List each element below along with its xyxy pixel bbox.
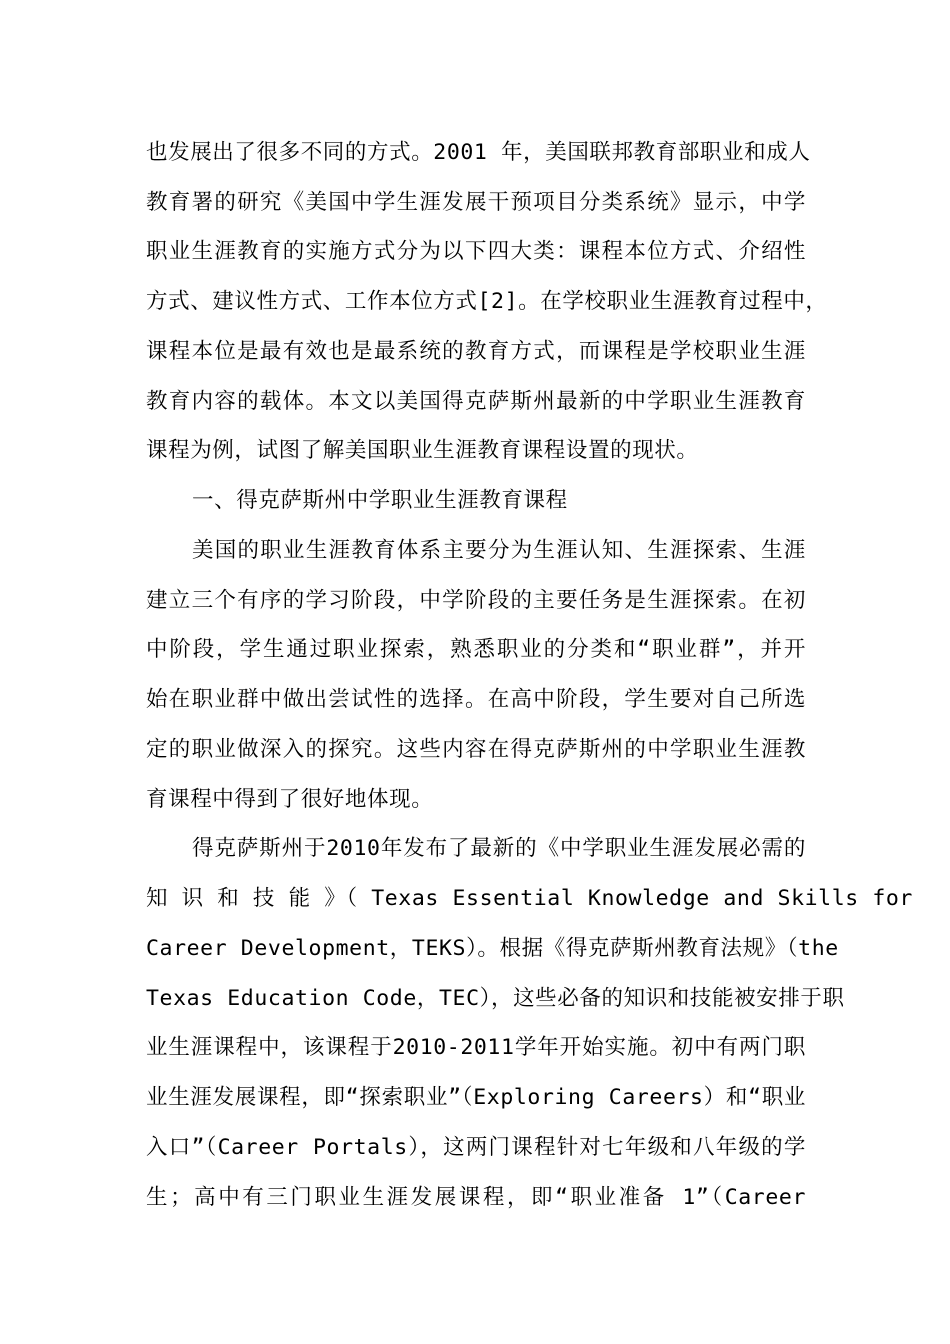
paragraph-line: 教育内容的载体。本文以美国得克萨斯州最新的中学职业生涯教育	[146, 389, 806, 414]
paragraph-line: Career Development，TEKS）。根据《得克萨斯州教育法规》（the	[146, 936, 839, 961]
paragraph-line: 得克萨斯州于2010年发布了最新的《中学职业生涯发展必需的	[192, 836, 806, 861]
section-heading: 一、得克萨斯州中学职业生涯教育课程	[192, 488, 568, 513]
paragraph-line: 教育署的研究《美国中学生涯发展干预项目分类系统》显示，中学	[146, 190, 806, 215]
paragraph-line: 方式、建议性方式、工作本位方式[2]。在学校职业生涯教育过程中，	[146, 289, 828, 314]
paragraph-line: 建立三个有序的学习阶段，中学阶段的主要任务是生涯探索。在初	[146, 588, 806, 613]
paragraph-line: 课程本位是最有效也是最系统的教育方式，而课程是学校职业生涯	[146, 339, 806, 364]
paragraph-line: Texas Education Code，TEC），这些必备的知识和技能被安排于职	[146, 986, 845, 1011]
paragraph-line: 也发展出了很多不同的方式。2001 年，美国联邦教育部职业和成人	[146, 140, 811, 165]
paragraph-line: 定的职业做深入的探究。这些内容在得克萨斯州的中学职业生涯教	[146, 737, 806, 762]
paragraph-line: 职业生涯教育的实施方式分为以下四大类：课程本位方式、介绍性	[146, 239, 806, 264]
paragraph-line: 入口”（Career Portals），这两门课程针对七年级和八年级的学	[146, 1135, 806, 1160]
paragraph-line: 育课程中得到了很好地体现。	[146, 787, 434, 812]
paragraph-line: 课程为例，试图了解美国职业生涯教育课程设置的现状。	[146, 438, 699, 463]
paragraph-line: 业生涯课程中，该课程于2010-2011学年开始实施。初中有两门职	[146, 1035, 806, 1060]
paragraph-line: 始在职业群中做出尝试性的选择。在高中阶段，学生要对自己所选	[146, 687, 806, 712]
paragraph-line: 美国的职业生涯教育体系主要分为生涯认知、生涯探索、生涯	[192, 538, 806, 563]
paragraph-line: 中阶段，学生通过职业探索，熟悉职业的分类和“职业群”，并开	[146, 637, 806, 662]
paragraph-line: 业生涯发展课程，即“探索职业”（Exploring Careers）和“职业	[146, 1085, 806, 1110]
paragraph-line: 知 识 和 技 能 》（ Texas Essential Knowledge and Skills for	[146, 886, 913, 911]
paragraph-line: 生；高中有三门职业生涯发展课程，即“职业准备 1”（Career	[146, 1185, 806, 1210]
